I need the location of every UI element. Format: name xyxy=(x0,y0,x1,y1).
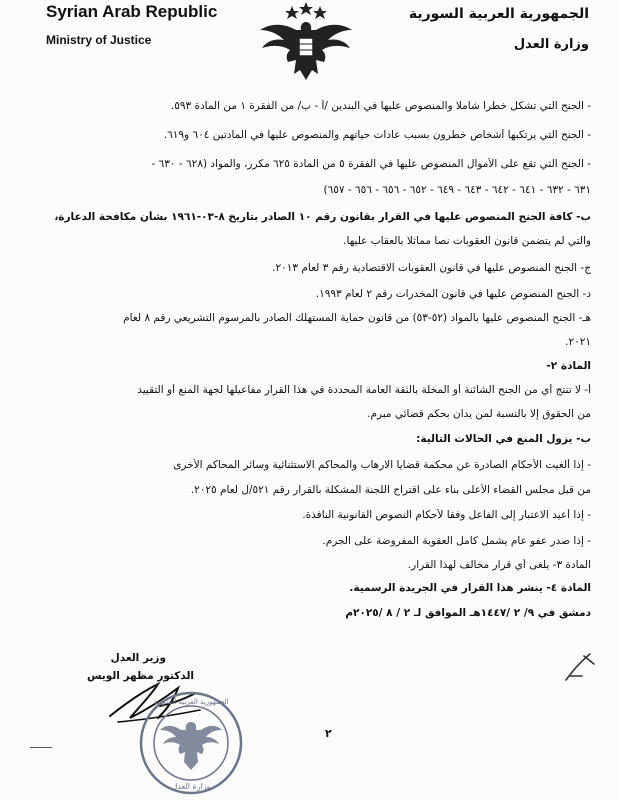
text-line: هـ- الجنح المنصوص عليها بالمواد (٥٢-٥٣) من قانون حماية المستهلك الصادر بالمرسوم التشريعي رقم ٨ لعام xyxy=(123,312,591,324)
signatory-title: وزير العدل xyxy=(110,652,166,664)
text-line: - الجنح التي تشكل خطرا شاملا والمنصوص عليها في البندين /أ - ب/ من الفقرة ١ من المادة ٥٩٣. xyxy=(170,100,591,112)
text-line: ٦٣١ - ٦٣٢ - ٦٤١ - ٦٤٢ - ٦٤٣ - ٦٤٩ - ٦٥٢ - ٦٥٦ - ٦٥٦ - ٦٥٧) xyxy=(323,184,591,196)
signatory-name: الدكتور مظهر الويس xyxy=(86,670,194,682)
header-country-ar: الجمهورية العربية السورية xyxy=(408,6,589,22)
text-line: من الحقوق إلا بالنسبة لمن يدان بحكم قضائي مبرم. xyxy=(367,408,591,420)
text-line: ب- يزول المنع في الحالات التالية: xyxy=(416,433,591,445)
header-ministry-ar: وزارة العدل xyxy=(513,37,589,52)
divider xyxy=(30,747,52,748)
text-line: والتي لم يتضمن قانون العقوبات نصا مماثلا بالعقاب عليها. xyxy=(343,235,591,247)
text-line: ب- كافة الجنح المنصوص عليها في القرار بقانون رقم ١٠ الصادر بتاريخ ٨-٠٣-١٩٦١ بشأن مكافحة الدعارة، xyxy=(54,211,591,223)
article-heading: المادة ٣- يلغى أي قرار مخالف لهذا القرار. xyxy=(407,559,591,571)
text-line: - إذا ألغيت الأحكام الصادرة عن محكمة قضايا الارهاب والمحاكم الاستثنائية وسائر المحاكم الأخرى xyxy=(173,459,591,471)
seal-ring-text: الجمهورية العربية السورية xyxy=(153,698,229,706)
pen-mark-icon xyxy=(560,646,600,686)
header-country-en: Syrian Arab Republic xyxy=(46,2,218,21)
article-heading: المادة ٢- xyxy=(546,360,591,372)
text-line: من قبل مجلس القضاء الأعلى بناء على اقتراح اللجنة المشكلة بالقرار رقم ٥٢١/ل لعام ٢٠٢٥. xyxy=(190,484,591,496)
text-line: ٢٠٢١. xyxy=(565,336,591,348)
date-line: دمشق في ٩/ ٢ /١٤٤٧هـ الموافق لـ ٢ / ٨ /٢٠٢٥م xyxy=(345,607,591,619)
official-seal-icon xyxy=(138,690,244,796)
syrian-eagle-emblem-icon xyxy=(252,0,360,86)
header-ministry-en: Ministry of Justice xyxy=(46,33,152,47)
page-number: ٢ xyxy=(325,727,332,740)
text-line: - الجنح التي يرتكبها أشخاص خطرون بسبب عادات حياتهم والمنصوص عليها في المادتين ٦٠٤ و٦١٩. xyxy=(163,129,591,141)
text-line: - إذا صدر عفو عام يشمل كامل العقوبة المفروضة على الجرم. xyxy=(322,535,591,547)
text-line: ج- الجنح المنصوص عليها في قانون العقوبات الاقتصادية رقم ٣ لعام ٢٠١٣. xyxy=(272,262,591,274)
seal-bottom-text: وزارة العدل xyxy=(171,782,211,791)
text-line: - إذا أعيد الاعتبار إلى الفاعل وفقا لأحكام النصوص القانونية النافذة. xyxy=(302,509,591,521)
text-line: أ- لا تنتج أي من الجنح الشائنة أو المخلة بالثقة العامة المحددة في هذا القرار مفاعيلها لجهة المنع أو التقييد xyxy=(137,384,591,396)
text-line: د- الجنح المنصوص عليها في قانون المخدرات رقم ٢ لعام ١٩٩٣. xyxy=(315,288,591,300)
text-line: - الجنح التي تقع على الأموال المنصوص عليها في الفقرة ٥ من المادة ٦٢٥ مكرر، والمواد (٦٢٨ - ٦٣٠ - xyxy=(151,158,591,170)
article-heading: المادة ٤- ينشر هذا القرار في الجريدة الرسمية. xyxy=(349,582,591,594)
